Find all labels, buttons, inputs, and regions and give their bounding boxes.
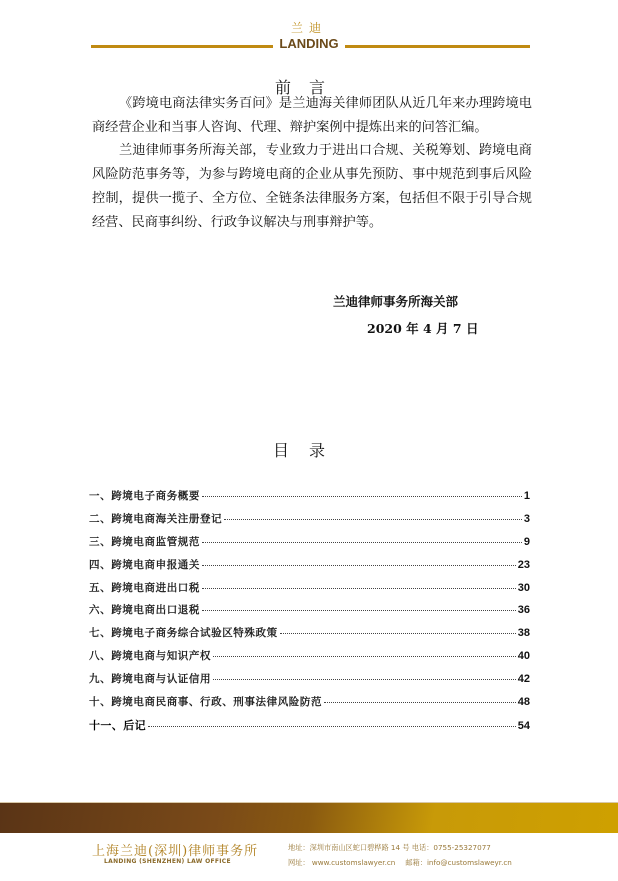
toc-entry-label: 六、跨境电商出口退税 xyxy=(89,604,200,617)
toc-entry[interactable] xyxy=(89,694,530,717)
footer-firm-name-cn: 上海兰迪(深圳)律师事务所 xyxy=(92,844,259,859)
toc-entry-label: 十、跨境电商民商事、行政、刑事法律风险防范 xyxy=(89,696,323,709)
toc-entry-page: 1 xyxy=(523,490,530,502)
toc-leader-dots xyxy=(213,679,516,680)
toc-entry-page: 40 xyxy=(517,650,530,663)
toc-entry-page: 38 xyxy=(517,627,530,640)
toc-entry-page: 54 xyxy=(517,719,530,732)
toc-entry-page: 23 xyxy=(517,558,530,571)
toc-entry[interactable] xyxy=(89,625,530,648)
toc-leader-dots xyxy=(148,726,516,727)
toc-entry-page: 9 xyxy=(523,535,530,548)
footer-email[interactable]: 邮箱：info@customslaweyr.cn xyxy=(405,858,512,867)
toc-entry[interactable] xyxy=(89,557,530,580)
toc-leader-dots xyxy=(213,656,516,657)
signature-date: 2020 年 4 月 7 日 xyxy=(367,321,479,336)
header-rule-right xyxy=(345,45,530,48)
toc-leader-dots xyxy=(202,496,522,497)
footer-decorative-band xyxy=(0,803,618,833)
toc-entry-label: 五、跨境电商进出口税 xyxy=(89,581,200,594)
toc-entry-page: 30 xyxy=(517,581,530,594)
signature-organization: 兰迪律师事务所海关部 xyxy=(333,294,459,309)
toc-entry[interactable] xyxy=(89,511,530,534)
toc-entry-page: 42 xyxy=(517,673,530,686)
footer-address: 地址：深圳市南山区蛇口碧桦路 14 号 电话：0755-25327077 xyxy=(288,843,491,852)
toc-entry-label: 一、跨境电子商务概要 xyxy=(89,490,200,502)
footer-firm-name-en: LANDING (SHENZHEN) LAW OFFICE xyxy=(104,858,231,865)
toc-leader-dots xyxy=(280,633,516,634)
toc-leader-dots xyxy=(202,588,516,589)
toc-entry-label: 四、跨境电商申报通关 xyxy=(89,558,200,571)
toc-leader-dots xyxy=(202,542,522,543)
toc-entry-label: 二、跨境电商海关注册登记 xyxy=(89,512,223,525)
toc-entry[interactable] xyxy=(89,534,530,557)
logo-chinese: 兰迪 xyxy=(290,21,327,35)
preface-paragraph: 兰迪律师事务所海关部，专业致力于进出口合规、关税筹划、跨境电商风险防范事务等，为参与跨境电商的企业从事先预防、事中规范到事后风险控制，提供一揽子、全方位、全链条法律服务方案，包括但不限于引导合规经营、民商事纠纷、行政争议解决与刑事辩护等。 xyxy=(92,143,532,230)
toc-entry-label: 三、跨境电商监管规范 xyxy=(89,535,200,548)
toc-entry[interactable] xyxy=(89,580,530,603)
toc-title: 目录 xyxy=(272,441,345,460)
toc-leader-dots xyxy=(202,565,516,566)
toc-entry-label: 八、跨境电商与知识产权 xyxy=(89,650,212,663)
toc-entry[interactable] xyxy=(89,671,530,694)
toc-leader-dots xyxy=(224,519,522,520)
toc-entry[interactable] xyxy=(89,602,530,625)
toc-leader-dots xyxy=(202,610,516,611)
page-header xyxy=(0,0,618,60)
toc-entry-label: 十一、后记 xyxy=(89,718,146,732)
preface-title: 前言 xyxy=(274,78,343,97)
preface-paragraph: 《跨境电商法律实务百问》是兰迪海关律师团队从近几年来办理跨境电商经营企业和当事人咨询、代理、辩护案例中提炼出来的问答汇编。 xyxy=(92,96,532,135)
footer-website[interactable]: 网址： www.customslawyer.cn xyxy=(288,858,396,867)
toc-entry-label: 九、跨境电商与认证信用 xyxy=(89,673,212,686)
table-of-contents xyxy=(89,488,530,740)
toc-entry[interactable] xyxy=(89,488,530,511)
toc-entry-label: 七、跨境电子商务综合试验区特殊政策 xyxy=(89,627,278,640)
header-rule-left xyxy=(91,45,273,48)
toc-entry[interactable] xyxy=(89,648,530,671)
toc-entry-page: 48 xyxy=(517,696,530,709)
toc-entry[interactable] xyxy=(89,717,530,740)
toc-leader-dots xyxy=(324,702,516,703)
logo-english: LANDING xyxy=(279,36,339,51)
toc-entry-page: 36 xyxy=(517,604,530,617)
toc-entry-page: 3 xyxy=(523,512,530,525)
footer-contact xyxy=(288,858,512,868)
